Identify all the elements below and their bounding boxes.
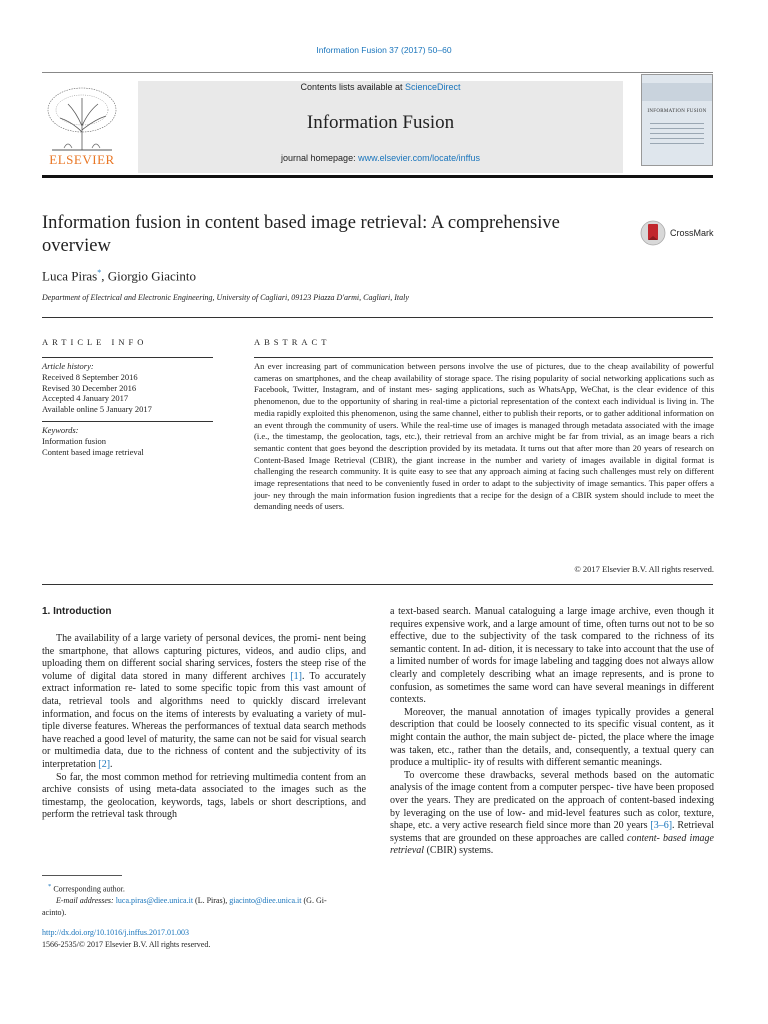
text-line: content from an archive consists of using meta-data associated to — [42, 771, 367, 796]
crossmark-label[interactable]: CrossMark — [670, 228, 714, 238]
title-block-rule — [42, 317, 713, 318]
abstract-text — [254, 361, 714, 513]
homepage-prefix: journal homepage: — [281, 153, 359, 163]
text-line: automatic analysis of the image content from a computer perspec- — [390, 769, 715, 794]
journal-name: Information Fusion — [306, 112, 455, 133]
text-line: general description that could be loosely connected to its specific — [390, 706, 714, 731]
history-label: Article history: — [42, 361, 94, 371]
text-line: tiple diverse features. Whereas the performances of textual data — [42, 721, 301, 733]
text-line: search methods have reached a good level of maturity, the same — [42, 721, 367, 745]
text-line: services, fosters the steep rise of the volume of digital data stored — [42, 658, 366, 682]
header-top-rule — [42, 72, 713, 73]
text-line: can not be said for visual search or multimedia data, due to the — [42, 733, 366, 758]
text-line: So far, the most common method for retrieving multimedia — [56, 771, 299, 783]
text-line: details, and, consequently, a textual query can produce a multiplic- — [390, 744, 715, 769]
paper-title — [42, 212, 632, 258]
author-name[interactable]: Luca Piras — [42, 268, 98, 284]
contents-prefix: Contents lists available at — [300, 82, 406, 92]
sciencedirect-link[interactable]: ScienceDirect — [405, 82, 461, 92]
text-line: (CBIR) systems. — [424, 845, 494, 857]
abstract-line: be conveniently fused in order to adapt to the subjectivity of image semantics. This paper offers a jour- — [254, 478, 715, 500]
email-owner: (G. Gi- — [301, 896, 327, 906]
abstract-line: content that goes beyond the description provided by its metadata. It turns out that after more than 20 — [286, 442, 642, 453]
keywords — [42, 425, 213, 457]
corresponding-author-mark[interactable]: * — [97, 268, 102, 277]
paragraph — [42, 633, 366, 772]
citation-link[interactable]: [1] — [290, 670, 302, 682]
text-line: lated to some specific topic from this vast amount of data, retrieval — [42, 683, 367, 707]
abstract-line: saging applications, such as WhatsApp, WeChat, is the clear evidence of this phenomenon, due to the — [254, 384, 715, 407]
abstract-line: of images is managed through metadata associated with the image (i.e., the timestamp, the geolocation, — [254, 419, 715, 442]
text-line: visual content, as it might contain the author, the main subject de- — [390, 719, 715, 743]
text-line: To overcome these drawbacks, several methods based on the — [404, 769, 670, 781]
cover-title: INFORMATION FUSION — [647, 109, 707, 114]
abstract-line: An ever increasing part of communication between persons involve the use of pictures, due to the cheap — [254, 361, 628, 371]
text-line: of the task compared to the richness of its semantic content. In ad- — [390, 631, 715, 655]
email-link[interactable]: giacinto@diee.unica.it — [229, 896, 302, 906]
elsevier-wordmark: ELSEVIER — [49, 152, 115, 167]
footnote-text: Corresponding author. — [53, 884, 125, 894]
abstract-bottom-rule — [42, 584, 713, 585]
text-line: and is prone to confusion, as sometimes the same word can have — [390, 668, 715, 693]
text-line: . Retrieval — [672, 820, 714, 832]
footnote-rule — [42, 875, 122, 876]
cover-text-lines — [650, 123, 704, 148]
text-line: several meanings in different contexts. — [390, 681, 714, 706]
journal-homepage-line — [138, 153, 623, 163]
text-line: and focus on the items of interests by evaluating a variety of mul- — [94, 708, 366, 720]
paragraph — [390, 770, 714, 858]
article-info-heading: ARTICLE INFO — [42, 337, 148, 347]
body-right-column — [390, 606, 714, 858]
journal-reference[interactable]: Information Fusion 37 (2017) 50–60 — [316, 45, 452, 55]
contents-available-line — [138, 82, 623, 92]
text-line: allow clearly and completely describing what an image represents, — [390, 656, 714, 680]
paragraph — [390, 707, 714, 770]
text-line: number of words for image labeling and tagging does not always — [428, 656, 690, 668]
text-line: in many different archives — [172, 670, 291, 682]
abstract-line: ney through the main information fusion ingredients that a recipe for the design of a CBIR system should — [273, 489, 644, 500]
footnotes — [42, 881, 366, 918]
history-item: Received 8 September 2016 — [42, 371, 138, 382]
email-footnote — [42, 895, 366, 907]
cover-band — [642, 83, 712, 101]
text-line: the images such as the timestamp, the geolocation, keywords, tags, — [42, 784, 367, 808]
section-heading-introduction: 1. Introduction — [42, 606, 112, 617]
text-line: and audio clips, and uploading them on different social sharing — [42, 645, 366, 670]
citation-link[interactable]: [2] — [98, 758, 111, 770]
abstract-line: any approach aiming at facing such challenges must rely on different image representations that need to — [254, 466, 715, 489]
emphasis-text: content- — [627, 832, 660, 844]
history-item: Revised 30 December 2016 — [42, 382, 137, 393]
affiliation: Department of Electrical and Electronic Engineering, University of Cagliari, 09123 Piazza D'armi, Cagliari, Italy — [42, 293, 409, 302]
text-line: systems that are grounded on these approaches are called — [390, 832, 628, 844]
history-item: Available online 5 January 2017 — [42, 404, 152, 415]
paragraph — [390, 606, 714, 707]
keywords-label: Keywords: — [42, 425, 79, 435]
abstract-line: availability of powerful cameras on smartphones, and the cheap availability of storage space. The rising — [254, 361, 715, 383]
text-line: even though it requires expensive work, and a large amount of — [390, 606, 715, 630]
text-line: labels or short descriptions, and perform the retrieval task through — [42, 796, 366, 821]
abstract-line: years of research on Content-Based Image Retrieval (CBIR), the giant increase in the number and variety — [254, 442, 715, 465]
abstract-line: include to meet the demanding needs of users. — [254, 489, 714, 512]
author-separator: , — [101, 268, 108, 284]
text-line: of low- and mid-level features such as color, texture, shape, etc. a — [390, 807, 715, 832]
article-history — [42, 361, 213, 415]
corresponding-author-footnote — [42, 881, 366, 895]
text-line: picted, the place where the image was taken, etc., rather than the — [390, 731, 714, 756]
emphasis-text: based image retrieval — [390, 832, 714, 857]
abstract-copyright: © 2017 Elsevier B.V. All rights reserved. — [574, 564, 714, 574]
abstract-rule — [254, 357, 713, 358]
paper-title-line-2: overview — [42, 236, 111, 256]
text-line: dition, it is necessary to take into account that the use of a limited — [390, 643, 715, 668]
abstract-line: of images available in digital format is challenging the research community. It is quite easy to see that — [254, 454, 714, 477]
header-bottom-rule — [42, 175, 713, 178]
text-line: tive have been proposed over the years. They are predicated on — [390, 782, 714, 806]
footnote-mark: * — [48, 883, 52, 890]
text-line: time, often turns out not to be so effective, due to the subjectivity — [390, 618, 714, 643]
text-line: the approach of content-based indexing by leveraging on the use — [390, 794, 714, 819]
email-owner: (L. Piras), — [193, 896, 230, 906]
abstract-line: The media rapidly exploited this phenomenon, using the same channel, either to publish their reports, or — [254, 396, 714, 418]
author-name[interactable]: Giorgio Giacinto — [107, 268, 196, 284]
abstract-line: tags, etc.), their retrieval from an archive might be far from trivial, as an image bears a rich semantic — [254, 431, 714, 453]
text-line: a text-based search. Manual cataloguing a large image archive, — [390, 606, 651, 617]
text-line: The availability of a large variety of personal devices, the promi- — [56, 633, 321, 644]
abstract-line: opportunity of sharing in real-time a pictorial representation of the context each individual is living in. — [340, 396, 699, 407]
text-line: ity of results with different semantic meanings. — [473, 757, 662, 769]
paper-title-line-1: Information fusion in content based image retrieval: A comprehensive — [42, 213, 560, 233]
abstract-heading: ABSTRACT — [254, 337, 331, 347]
text-line: very active research field since more than 20 years — [442, 820, 651, 832]
text-line: . — [110, 758, 113, 770]
history-item: Accepted 4 January 2017 — [42, 393, 129, 404]
citation-link[interactable]: [3–6] — [650, 820, 673, 832]
text-line: Moreover, the manual annotation of images typically provides a — [404, 706, 680, 718]
issn-copyright: 1566-2535/© 2017 Elsevier B.V. All rights reserved. — [42, 939, 211, 949]
journal-cover-thumbnail — [641, 74, 713, 166]
email-label: E-mail addresses: — [56, 896, 116, 906]
keyword-item: Content based image retrieval — [42, 446, 144, 457]
text-line: tools and algorithms need to quickly discard irrelevant information, — [42, 695, 367, 720]
email-footnote-continued: acinto). — [42, 907, 67, 917]
doi-link[interactable]: http://dx.doi.org/10.1016/j.inffus.2017.01.003 — [42, 928, 190, 937]
text-line: nent being the smartphone, that allows capturing pictures, videos, — [42, 633, 367, 657]
email-link[interactable]: luca.piras@diee.unica.it — [115, 896, 194, 906]
body-left-column — [42, 633, 366, 822]
text-line: . To accurately extract information re- — [42, 670, 366, 695]
journal-homepage-link[interactable]: www.elsevier.com/locate/inffus — [358, 153, 480, 163]
article-identifiers — [42, 927, 366, 950]
authors-line — [42, 268, 196, 284]
keywords-rule — [42, 421, 213, 422]
paragraph — [42, 772, 366, 822]
abstract-line: popularity of social networking applications such as Facebook, Twitter, Instagram, and of instant mes- — [254, 372, 715, 395]
text-line: richness of content and the subjectivity of its interpretation — [42, 746, 366, 770]
abstract-line: to gather additional information on an event through the community of users. While the real-time use — [254, 407, 714, 430]
article-info-rule — [42, 357, 213, 358]
keyword-item: Information fusion — [42, 435, 106, 446]
